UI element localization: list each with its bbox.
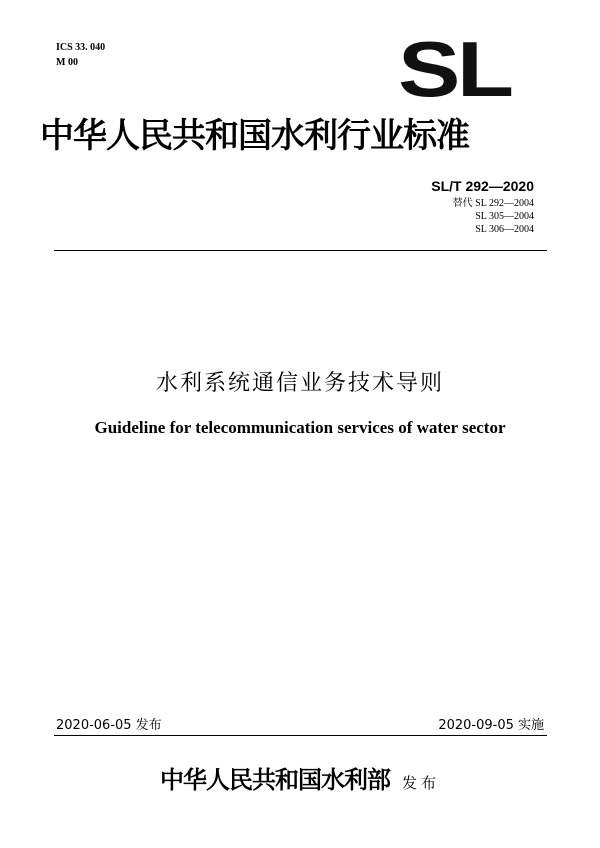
standard-category-title: 中华人民共和国水利行业标准 [40,116,469,156]
replaces-line-2: SL 305—2004 [475,211,534,222]
replaces-line-1: 替代 SL 292—2004 [452,198,534,209]
document-title-cn: 水利系统通信业务技术导则 [155,371,444,396]
document-title-en: Guideline for telecommunication services of water sector [94,418,506,437]
issue-date: 2020-06-05 发布 [56,718,162,733]
issuer-line [0,760,600,795]
top-divider [54,250,547,251]
ics-code: ICS 33. 040 [56,42,106,53]
issuer-name: 中华人民共和国水利部 [159,766,390,794]
sl-logo: SL [398,25,511,113]
classification-code: M 00 [56,57,78,68]
implementation-date: 2020-09-05 实施 [438,718,544,733]
replaces-line-3: SL 306—2004 [475,224,534,235]
issuer-action: 发布 [401,774,440,792]
standard-number: SL/T 292—2020 [431,178,534,194]
bottom-divider [54,735,547,736]
